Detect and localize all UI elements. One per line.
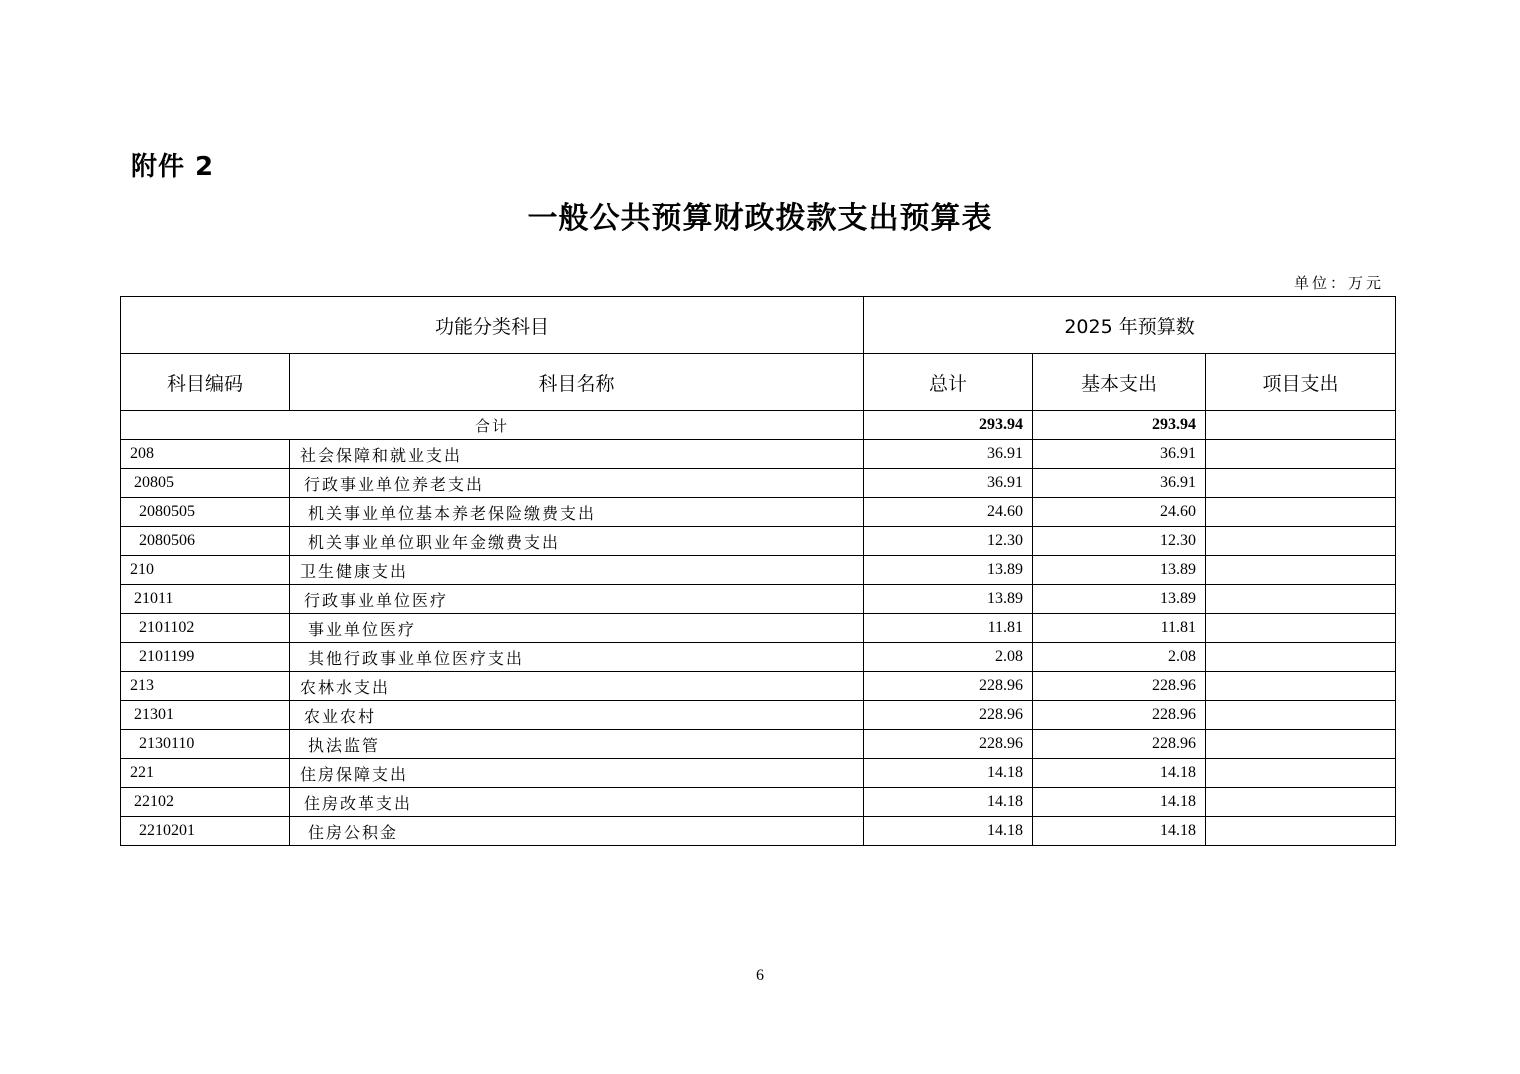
project-amount-cell — [1206, 527, 1396, 556]
table-row — [121, 759, 1396, 788]
project-amount-cell — [1206, 701, 1396, 730]
total-amount-cell: 2.08 — [864, 643, 1033, 672]
subject-code-cell: 221 — [121, 759, 290, 788]
subject-code-cell: 2080506 — [121, 527, 290, 556]
header-project-expenditure: 项目支出 — [1206, 354, 1396, 411]
header-group-row — [121, 297, 1396, 354]
subject-name-cell: 农业农村 — [290, 701, 864, 730]
subject-name-cell: 卫生健康支出 — [290, 556, 864, 585]
subject-name-cell: 其他行政事业单位医疗支出 — [290, 643, 864, 672]
total-amount-cell: 14.18 — [864, 759, 1033, 788]
total-amount-cell: 13.89 — [864, 556, 1033, 585]
total-basic-amount: 293.94 — [1033, 411, 1206, 440]
table-row — [121, 556, 1396, 585]
basic-amount-cell: 228.96 — [1033, 730, 1206, 759]
header-subject-code: 科目编码 — [121, 354, 290, 411]
table-row — [121, 585, 1396, 614]
subject-code-cell: 2101199 — [121, 643, 290, 672]
basic-amount-cell: 14.18 — [1033, 817, 1206, 846]
header-basic-expenditure: 基本支出 — [1033, 354, 1206, 411]
project-amount-cell — [1206, 817, 1396, 846]
basic-amount-cell: 13.89 — [1033, 556, 1206, 585]
subject-code-cell: 22102 — [121, 788, 290, 817]
project-amount-cell — [1206, 585, 1396, 614]
table-row — [121, 730, 1396, 759]
basic-amount-cell: 14.18 — [1033, 788, 1206, 817]
total-amount-cell: 36.91 — [864, 440, 1033, 469]
basic-amount-cell: 228.96 — [1033, 672, 1206, 701]
basic-amount-cell: 36.91 — [1033, 469, 1206, 498]
project-amount-cell — [1206, 469, 1396, 498]
table-row — [121, 440, 1396, 469]
total-amount-cell: 14.18 — [864, 817, 1033, 846]
total-amount-cell: 11.81 — [864, 614, 1033, 643]
total-row — [121, 411, 1396, 440]
subject-name-cell: 行政事业单位养老支出 — [290, 469, 864, 498]
table-row — [121, 672, 1396, 701]
total-amount-cell: 228.96 — [864, 701, 1033, 730]
header-columns-row — [121, 354, 1396, 411]
page-title: 一般公共预算财政拨款支出预算表 — [527, 201, 993, 236]
subject-name-cell: 住房保障支出 — [290, 759, 864, 788]
table-row — [121, 701, 1396, 730]
header-total: 总计 — [864, 354, 1033, 411]
total-amount-cell: 228.96 — [864, 730, 1033, 759]
attachment-label: 附件 2 — [131, 152, 215, 182]
header-subject-name: 科目名称 — [290, 354, 864, 411]
budget-table — [120, 296, 1396, 846]
subject-code-cell: 2080505 — [121, 498, 290, 527]
subject-code-cell: 21301 — [121, 701, 290, 730]
subject-name-cell: 农林水支出 — [290, 672, 864, 701]
table-body — [121, 297, 1396, 846]
subject-name-cell: 机关事业单位职业年金缴费支出 — [290, 527, 864, 556]
subject-name-cell: 机关事业单位基本养老保险缴费支出 — [290, 498, 864, 527]
table-row — [121, 614, 1396, 643]
subject-code-cell: 2210201 — [121, 817, 290, 846]
basic-amount-cell: 14.18 — [1033, 759, 1206, 788]
table-row — [121, 788, 1396, 817]
total-label: 合计 — [121, 411, 864, 440]
subject-name-cell: 行政事业单位医疗 — [290, 585, 864, 614]
subject-code-cell: 210 — [121, 556, 290, 585]
total-amount-cell: 228.96 — [864, 672, 1033, 701]
basic-amount-cell: 11.81 — [1033, 614, 1206, 643]
basic-amount-cell: 2.08 — [1033, 643, 1206, 672]
basic-amount-cell: 36.91 — [1033, 440, 1206, 469]
subject-code-cell: 2130110 — [121, 730, 290, 759]
total-amount-cell: 12.30 — [864, 527, 1033, 556]
total-amount-cell: 36.91 — [864, 469, 1033, 498]
subject-code-cell: 208 — [121, 440, 290, 469]
page-number: 6 — [756, 967, 764, 984]
subject-name-cell: 事业单位医疗 — [290, 614, 864, 643]
project-amount-cell — [1206, 730, 1396, 759]
subject-name-cell: 社会保障和就业支出 — [290, 440, 864, 469]
subject-name-cell: 住房改革支出 — [290, 788, 864, 817]
subject-code-cell: 20805 — [121, 469, 290, 498]
project-amount-cell — [1206, 440, 1396, 469]
unit-label: 单位：万元 — [1293, 274, 1384, 292]
table-row — [121, 817, 1396, 846]
header-functional-classification: 功能分类科目 — [121, 297, 864, 354]
subject-code-cell: 21011 — [121, 585, 290, 614]
subject-code-cell: 2101102 — [121, 614, 290, 643]
total-amount-cell: 24.60 — [864, 498, 1033, 527]
table-row — [121, 643, 1396, 672]
total-amount-cell: 13.89 — [864, 585, 1033, 614]
subject-name-cell: 执法监管 — [290, 730, 864, 759]
total-amount: 293.94 — [864, 411, 1033, 440]
table-row — [121, 498, 1396, 527]
basic-amount-cell: 12.30 — [1033, 527, 1206, 556]
project-amount-cell — [1206, 643, 1396, 672]
project-amount-cell — [1206, 556, 1396, 585]
basic-amount-cell: 228.96 — [1033, 701, 1206, 730]
subject-code-cell: 213 — [121, 672, 290, 701]
project-amount-cell — [1206, 788, 1396, 817]
project-amount-cell — [1206, 498, 1396, 527]
total-project-amount — [1206, 411, 1396, 440]
subject-name-cell: 住房公积金 — [290, 817, 864, 846]
header-budget-year: 2025 年预算数 — [864, 297, 1396, 354]
project-amount-cell — [1206, 759, 1396, 788]
basic-amount-cell: 24.60 — [1033, 498, 1206, 527]
project-amount-cell — [1206, 614, 1396, 643]
total-amount-cell: 14.18 — [864, 788, 1033, 817]
basic-amount-cell: 13.89 — [1033, 585, 1206, 614]
project-amount-cell — [1206, 672, 1396, 701]
table-row — [121, 469, 1396, 498]
table-row — [121, 527, 1396, 556]
